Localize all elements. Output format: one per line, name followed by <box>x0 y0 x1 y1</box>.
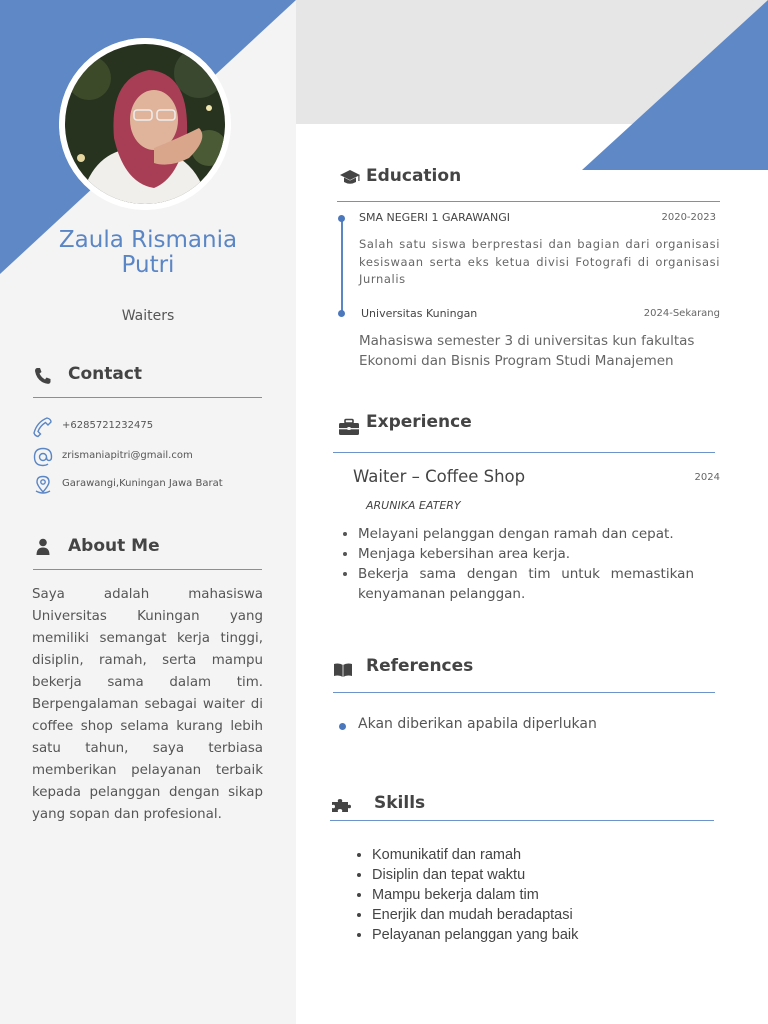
references-text: Akan diberikan apabila diperlukan <box>358 716 597 732</box>
education-years-1: 2020-2023 <box>661 212 716 223</box>
references-divider <box>333 692 715 693</box>
about-divider <box>33 569 262 570</box>
experience-title: Waiter – Coffee Shop <box>353 467 526 486</box>
contact-phone-row <box>32 416 272 438</box>
education-desc-1: Salah satu siswa berprestasi dan bagian dari organisasi kesiswaan serta eks ketua divisi Fotografi di organisasi Jurnalis <box>359 237 720 286</box>
education-divider <box>337 201 720 202</box>
experience-bullet: • Melayani pelanggan dengan ramah dan cepat. <box>358 524 694 544</box>
education-timeline-dot <box>338 310 345 317</box>
education-heading: Education <box>366 166 462 186</box>
profile-name <box>20 228 276 278</box>
puzzle-icon <box>331 798 353 814</box>
experience-company: ARUNIKA EATERY <box>366 499 461 512</box>
skill-item: • Pelayanan pelanggan yang baik <box>372 925 702 945</box>
briefcase-icon <box>338 418 360 436</box>
name-line-2: Putri <box>121 252 175 278</box>
contact-email[interactable]: zrismaniapitri@gmail.com <box>62 450 193 461</box>
profile-role: Waiters <box>121 308 175 324</box>
experience-bullets <box>342 524 694 604</box>
phone-outline-icon <box>32 416 54 438</box>
skills-list <box>356 845 702 945</box>
about-heading: About Me <box>68 536 160 556</box>
skill-item: • Disiplin dan tepat waktu <box>372 865 702 885</box>
person-icon <box>35 538 51 556</box>
experience-heading: Experience <box>366 412 472 432</box>
education-school-2: Universitas Kuningan <box>361 307 478 320</box>
graduation-cap-icon <box>339 169 361 187</box>
experience-divider <box>333 452 715 453</box>
skills-divider <box>330 820 714 821</box>
education-years-2: 2024-Sekarang <box>643 308 720 319</box>
references-dot <box>339 723 346 730</box>
phone-icon <box>33 366 53 386</box>
contact-address-row <box>32 474 272 496</box>
experience-bullet: • Bekerja sama dengan tim untuk memastikan kenyamanan pelanggan. <box>358 564 694 604</box>
contact-heading: Contact <box>68 364 143 384</box>
contact-email-row <box>32 446 272 468</box>
skills-heading: Skills <box>374 793 426 813</box>
experience-bullet: • Menjaga kebersihan area kerja. <box>358 544 694 564</box>
profile-photo <box>59 38 231 210</box>
about-text: Saya adalah mahasiswa Universitas Kuningan yang memiliki semangat kerja tinggi, disiplin, ramah, serta mampu bekerja sama dalam tim. Berpengalaman sebagai waiter di coffee shop selama kurang lebih satu tahun, saya terbiasa memberikan pelayanan terbaik kepada pelanggan dengan sikap yang sopan dan profesional. <box>32 587 263 822</box>
skill-item: • Enerjik dan mudah beradaptasi <box>372 905 702 925</box>
education-timeline-dot <box>338 215 345 222</box>
experience-year: 2024 <box>694 472 720 483</box>
education-timeline-line <box>341 217 343 313</box>
contact-address: Garawangi,Kuningan Jawa Barat <box>62 478 223 489</box>
skill-item: • Komunikatif dan ramah <box>372 845 702 865</box>
education-school-1: SMA NEGERI 1 GARAWANGI <box>359 211 510 224</box>
name-line-1: Zaula Rismania <box>58 227 238 253</box>
contact-divider <box>33 397 262 398</box>
at-sign-icon <box>32 446 54 468</box>
contact-phone[interactable]: +6285721232475 <box>62 420 154 431</box>
references-heading: References <box>366 656 474 676</box>
skill-item: • Mampu bekerja dalam tim <box>372 885 702 905</box>
map-pin-icon <box>32 474 54 496</box>
book-icon <box>333 662 353 678</box>
education-desc-2: Mahasiswa semester 3 di universitas kun fakultas Ekonomi dan Bisnis Program Studi Manajemen <box>359 333 695 369</box>
